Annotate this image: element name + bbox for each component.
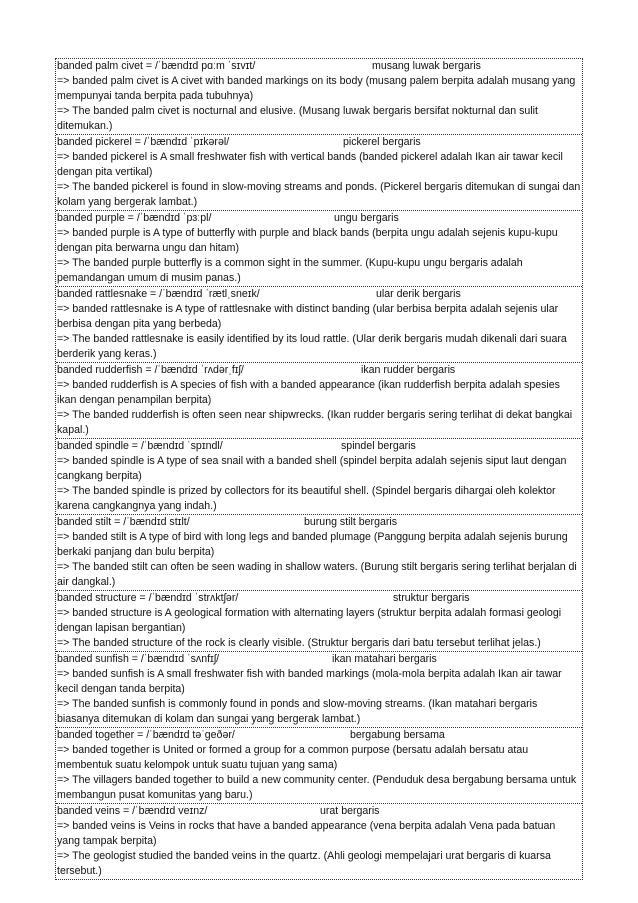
translation: bergabung bersama <box>350 729 445 741</box>
headword-pronunciation: banded veins = /ˈbændɪd veɪnz/ <box>57 805 208 817</box>
entry-header <box>57 135 581 150</box>
vocabulary-entry <box>56 439 582 515</box>
definition: => banded stilt is A type of bird with long legs and banded plumage (Panggung berpita adalah sejenis burung berkaki panjang dan bulu berpita) <box>57 531 568 558</box>
headword-pronunciation: banded pickerel = /ˈbændɪd ˈpɪkərəl/ <box>57 136 230 148</box>
translation: musang luwak bergaris <box>372 60 481 72</box>
example-sentence: => The banded spindle is prized by collectors for its beautiful shell. (Spindel bergaris dihargai oleh kolektor karena cangkangnya yang indah.) <box>57 485 556 512</box>
headword-pronunciation: banded sunfish = /ˈbændɪd ˈsʌnfɪʃ/ <box>57 653 220 665</box>
translation: burung stilt bergaris <box>304 516 398 528</box>
headword-pronunciation: banded rudderfish = /ˈbændɪd ˈrʌdərˌfɪʃ/ <box>57 364 244 376</box>
headword-pronunciation: banded structure = /ˈbændɪd ˈstrʌktʃər/ <box>57 592 239 604</box>
definition: => banded spindle is A type of sea snail with a banded shell (spindel berpita adalah sejenis siput laut dengan cangkang berpita) <box>57 455 567 482</box>
entry-header <box>57 363 581 378</box>
definition: => banded pickerel is A small freshwater fish with vertical bands (banded pickerel adalah Ikan air tawar kecil dengan pita vertikal) <box>57 151 563 178</box>
example-sentence: => The banded palm civet is nocturnal and elusive. (Musang luwak bergaris bersifat nokturnal dan sulit ditemukan.) <box>57 105 538 132</box>
translation: ular derik bergaris <box>376 288 461 300</box>
entry-header <box>57 211 581 226</box>
translation: struktur bergaris <box>393 592 470 604</box>
headword-pronunciation: banded together = /ˈbændɪd təˈɡeðər/ <box>57 729 235 741</box>
headword-pronunciation: banded rattlesnake = /ˈbændɪd ˈrætlˌsneɪk/ <box>57 288 260 300</box>
example-sentence: => The banded sunfish is commonly found in ponds and slow-moving streams. (Ikan matahari bergaris biasanya ditemukan di kolam dan sungai yang bergerak lambat.) <box>57 698 538 725</box>
definition: => banded rudderfish is A species of fish with a banded appearance (ikan rudderfish berpita adalah spesies ikan dengan penampilan berpita) <box>57 379 560 406</box>
example-sentence: => The banded pickerel is found in slow-moving streams and ponds. (Pickerel bergaris ditemukan di sungai dan kolam yang bergerak lambat.) <box>57 181 581 208</box>
definition: => banded sunfish is A small freshwater fish with banded markings (mola-mola berpita adalah Ikan air tawar kecil dengan tanda berpita) <box>57 668 562 695</box>
vocabulary-entry <box>56 804 582 879</box>
example-sentence: => The banded stilt can often be seen wading in shallow waters. (Burung stilt bergaris sering terlihat berjalan di air dangkal.) <box>57 561 577 588</box>
entry-header <box>57 59 581 74</box>
definition: => banded rattlesnake is A type of rattlesnake with distinct banding (ular berbisa berpita adalah sejenis ular berbisa dengan pita yang berbeda) <box>57 303 559 330</box>
entry-header <box>57 515 581 530</box>
vocabulary-entry <box>56 59 582 135</box>
vocabulary-entry <box>56 591 582 652</box>
entry-header <box>57 728 581 743</box>
entry-header <box>57 652 581 667</box>
example-sentence: => The banded rudderfish is often seen near shipwrecks. (Ikan rudder bergaris sering terlihat di dekat bangkai kapal.) <box>57 409 573 436</box>
definition: => banded structure is A geological formation with alternating layers (struktur berpita adalah formasi geologi dengan lapisan bergantian) <box>57 607 562 634</box>
translation: pickerel bergaris <box>343 136 421 148</box>
translation: ikan rudder bergaris <box>361 364 456 376</box>
vocabulary-entry <box>56 728 582 804</box>
vocabulary-entry <box>56 363 582 439</box>
headword-pronunciation: banded spindle = /ˈbændɪd ˈspɪndl/ <box>57 440 223 452</box>
translation: ikan matahari bergaris <box>332 653 437 665</box>
definition: => banded veins is Veins in rocks that have a banded appearance (vena berpita adalah Vena pada batuan yang tampak berpita) <box>57 820 556 847</box>
translation: spindel bergaris <box>341 440 416 452</box>
vocabulary-entry <box>56 652 582 728</box>
entry-header <box>57 591 581 606</box>
example-sentence: => The villagers banded together to build a new community center. (Penduduk desa bergabung bersama untuk membangun pusat komunitas yang baru.) <box>57 774 577 801</box>
entry-header <box>57 439 581 454</box>
headword-pronunciation: banded purple = /ˈbændɪd ˈpɜːpl/ <box>57 212 212 224</box>
vocabulary-entry <box>56 515 582 591</box>
vocabulary-entry <box>56 135 582 211</box>
entry-header <box>57 287 581 302</box>
headword-pronunciation: banded stilt = /ˈbændɪd stɪlt/ <box>57 516 190 528</box>
definition: => banded together is United or formed a group for a common purpose (bersatu adalah bersatu atau membentuk suatu kelompok untuk suatu tujuan yang sama) <box>57 744 529 771</box>
example-sentence: => The banded rattlesnake is easily identified by its loud rattle. (Ular derik bergaris mudah dikenali dari suara berderik yang keras.) <box>57 333 567 360</box>
definition: => banded purple is A type of butterfly with purple and black bands (berpita ungu adalah sejenis kupu-kupu dengan pita berwarna ungu dan hitam) <box>57 227 558 254</box>
vocabulary-list <box>55 58 583 880</box>
headword-pronunciation: banded palm civet = /ˈbændɪd pɑːm ˈsɪvɪt/ <box>57 60 256 72</box>
example-sentence: => The geologist studied the banded veins in the quartz. (Ahli geologi mempelajari urat bergaris di kuarsa tersebut.) <box>57 850 551 877</box>
example-sentence: => The banded structure of the rock is clearly visible. (Struktur bergaris dari batu tersebut terlihat jelas.) <box>57 637 541 649</box>
translation: ungu bergaris <box>334 212 399 224</box>
entry-header <box>57 804 581 819</box>
vocabulary-entry <box>56 211 582 287</box>
example-sentence: => The banded purple butterfly is a common sight in the summer. (Kupu-kupu ungu bergaris adalah pemandangan umum di musim panas.) <box>57 257 523 284</box>
translation: urat bergaris <box>320 805 380 817</box>
definition: => banded palm civet is A civet with banded markings on its body (musang palem berpita adalah musang yang mempunyai tanda berpita pada tubuhnya) <box>57 75 576 102</box>
vocabulary-entry <box>56 287 582 363</box>
